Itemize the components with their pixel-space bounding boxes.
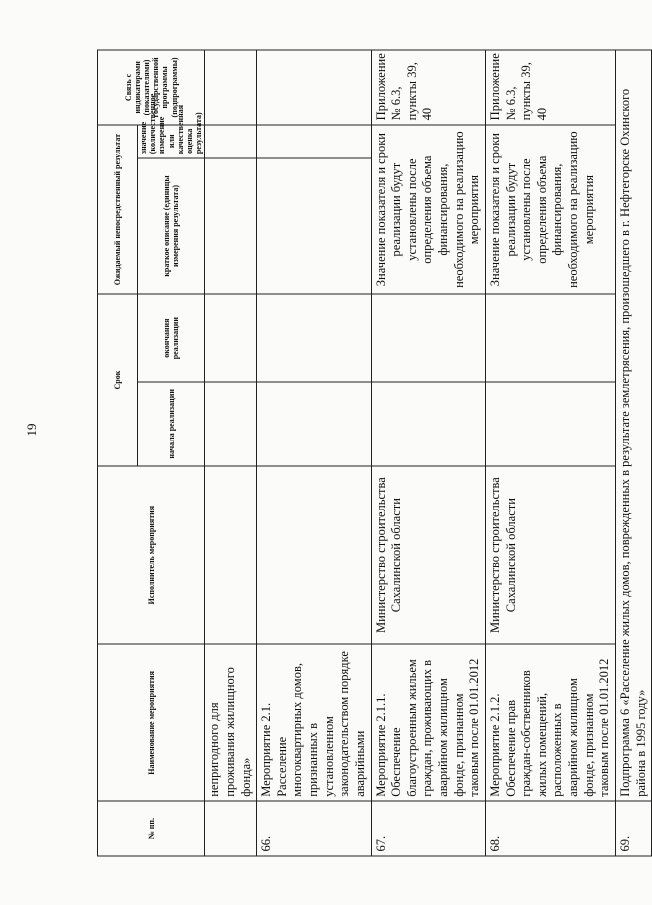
- row-num: 67.: [371, 801, 485, 856]
- row-end: [485, 294, 615, 382]
- table-row: [256, 50, 370, 856]
- header-result-desc: краткое описание (единицы измерения результата): [137, 157, 204, 294]
- row-value: [256, 124, 370, 157]
- header-term: Срок: [97, 294, 137, 465]
- header-name: Наименование мероприятия: [97, 644, 204, 801]
- row-executor: [204, 465, 256, 644]
- row-num: 68.: [485, 801, 615, 856]
- row-start: [204, 381, 256, 465]
- measures-table: [97, 49, 652, 856]
- row-num: 66.: [256, 801, 370, 856]
- row-desc: Значение показателя и сроки реализации будут установлены после определения объема финансирования, необходимого на реализацию мероприятия: [371, 124, 485, 294]
- subprogram-row: [615, 50, 651, 856]
- header-result: Ожидаемый непосредственный результат: [97, 124, 137, 294]
- row-executor: Министерство строительства Сахалинской области: [371, 465, 485, 644]
- row-end: [256, 294, 370, 382]
- row-num: [204, 801, 256, 856]
- header-result-value: значение (количественное измерение или качественная оценка результата): [137, 124, 204, 157]
- header-num: № пп.: [97, 801, 204, 856]
- row-value: [204, 124, 256, 157]
- row-link: [256, 50, 370, 125]
- row-link: Приложение № 6.3, пункты 39, 40: [485, 50, 615, 125]
- header-term-start: начала реализации: [137, 381, 204, 465]
- table-row: [204, 50, 256, 856]
- page-number: 19: [24, 423, 39, 437]
- row-link: [204, 50, 256, 125]
- row-start: [256, 381, 370, 465]
- rotated-table-container: [97, 49, 648, 856]
- row-link: Приложение № 6.3, пункты 39, 40: [371, 50, 485, 125]
- row-num: 69.: [615, 801, 651, 856]
- row-desc: [256, 157, 370, 294]
- row-start: [371, 381, 485, 465]
- row-name: Мероприятие 2.1.2. Обеспечение прав граждан-собственников жилых помещений, расположенных в аварийном жилищном фонде, признанном таковым после 01.01.2012: [485, 644, 615, 801]
- row-name: Мероприятие 2.1.1. Обеспечение благоустроенным жильем граждан, проживающих в аварийном жилищном фонде, признанном таковым после 01.01.2012: [371, 644, 485, 801]
- row-name: непригодного для проживания жилищного фонда»: [204, 644, 256, 801]
- header-term-end: окончания реализации: [137, 294, 204, 382]
- table-row: [371, 50, 485, 856]
- row-start: [485, 381, 615, 465]
- subprogram-title: Подпрограмма 6 «Расселение жилых домов, поврежденных в результате землетрясения, произошедшего в г. Нефтегорске Охинского района в 1995 году»: [615, 50, 651, 801]
- row-executor: Министерство строительства Сахалинской области: [485, 465, 615, 644]
- row-end: [204, 294, 256, 382]
- row-name: Мероприятие 2.1. Расселение многоквартирных домов, признанных в установленном законодательством порядке аварийными: [256, 644, 370, 801]
- row-executor: [256, 465, 370, 644]
- row-desc: Значение показателя и сроки реализации будут установлены после определения объема финансирования, необходимого на реализацию мероприятия: [485, 124, 615, 294]
- header-link: Связь с индикаторами (показателями) государственной программы (подпрограммы): [97, 50, 204, 125]
- header-executor: Исполнитель мероприятия: [97, 465, 204, 644]
- row-desc: [204, 157, 256, 294]
- table-row: [485, 50, 615, 856]
- row-end: [371, 294, 485, 382]
